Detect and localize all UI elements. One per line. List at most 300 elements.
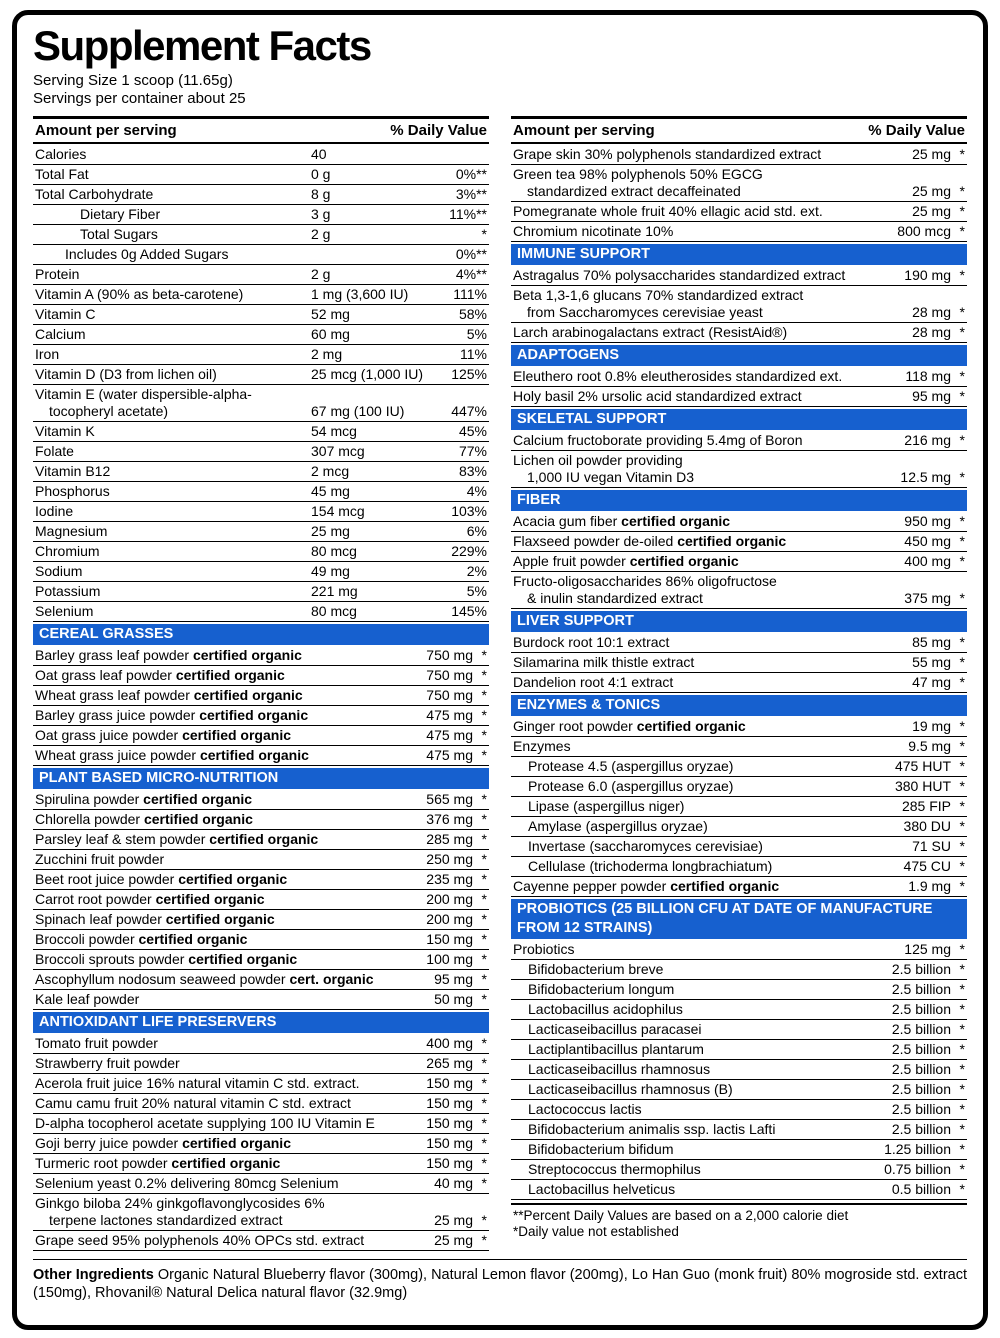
row-name: Vitamin K: [35, 422, 95, 439]
row-name: Lacticaseibacillus rhamnosus (B): [528, 1080, 733, 1097]
row: [511, 857, 967, 877]
row-amount: 71 SU: [912, 837, 951, 854]
row-name: Bifidobacterium longum: [528, 980, 675, 997]
row-name: Parsley leaf & stem powder certified organic: [35, 830, 319, 847]
row: [511, 387, 967, 407]
row-name: Cellulase (trichoderma longbrachiatum): [528, 857, 773, 874]
row-daily-value: *: [959, 222, 965, 239]
row-name: Carrot root powder certified organic: [35, 890, 265, 907]
left-column-header: [33, 116, 489, 144]
row-daily-value: *: [959, 1040, 965, 1057]
row-daily-value: *: [959, 777, 965, 794]
row-daily-value: *: [959, 1160, 965, 1177]
row-daily-value: *: [481, 970, 487, 987]
row-amount: 25 mg: [311, 522, 350, 539]
row-daily-value: *: [959, 1080, 965, 1097]
row-amount: 221 mg: [311, 582, 358, 599]
row-name: Wheat grass leaf powder certified organic: [35, 686, 303, 703]
row-amount: 285 FIP: [901, 797, 951, 814]
row: [33, 1231, 489, 1251]
row-daily-value: *: [481, 890, 487, 907]
row-daily-value: 5%: [466, 325, 487, 342]
row-amount: 1.25 billion: [884, 1140, 951, 1157]
row: [33, 442, 489, 462]
row-name: Eleuthero root 0.8% eleutherosides standardized ext.: [513, 367, 843, 384]
row: [511, 1060, 967, 1080]
row: [511, 1000, 967, 1020]
row-daily-value: *: [959, 653, 965, 670]
row-amount: 307 mcg: [311, 442, 365, 459]
row-daily-value: 11%**: [449, 205, 487, 222]
row-name: Astragalus 70% polysaccharides standardized extract: [513, 266, 846, 283]
row-name: Total Carbohydrate: [35, 185, 154, 202]
row-name-line2: 1,000 IU vegan Vitamin D3: [527, 468, 695, 485]
row-name: Spirulina powder certified organic: [35, 790, 253, 807]
row-amount: 150 mg: [426, 930, 473, 947]
row: [33, 1034, 489, 1054]
row-amount: 2 mcg: [311, 462, 350, 479]
row: [511, 532, 967, 552]
row-daily-value: *: [959, 797, 965, 814]
row-amount: 125 mg: [904, 940, 951, 957]
row-name: Lichen oil powder providing: [513, 451, 683, 468]
row-name: Lacticaseibacillus rhamnosus: [528, 1060, 711, 1077]
row: [33, 422, 489, 442]
row-daily-value: *: [481, 225, 487, 242]
row-daily-value: *: [959, 512, 965, 529]
row-daily-value: 4%: [466, 482, 487, 499]
row-amount: 200 mg: [426, 910, 473, 927]
row-daily-value: *: [959, 737, 965, 754]
row: [511, 165, 967, 202]
row: [33, 1174, 489, 1194]
row-amount: 250 mg: [426, 850, 473, 867]
row: [33, 225, 489, 245]
row-name: Enzymes: [513, 737, 571, 754]
row-name: Silamarina milk thistle extract: [513, 653, 695, 670]
row-daily-value: *: [481, 810, 487, 827]
row-amount: 40 mg: [434, 1174, 473, 1191]
row-amount: 2.5 billion: [891, 1060, 951, 1077]
row-name: Amylase (aspergillus oryzae): [528, 817, 708, 834]
row: [33, 990, 489, 1010]
row-name: Bifidobacterium bifidum: [528, 1140, 674, 1157]
row-name: Lipase (aspergillus niger): [528, 797, 685, 814]
row-daily-value: *: [481, 686, 487, 703]
row-amount: 216 mg: [904, 431, 951, 448]
row: [511, 1040, 967, 1060]
row-amount: 47 mg: [912, 673, 951, 690]
row-daily-value: *: [959, 877, 965, 894]
row-daily-value: 4%**: [455, 265, 487, 282]
row-amount: 0.75 billion: [884, 1160, 951, 1177]
section-header-plant-based-micro-nutrition: PLANT BASED MICRO-NUTRITION: [33, 768, 489, 789]
row-amount: 25 mg: [434, 1211, 473, 1228]
row-amount: 12.5 mg: [900, 468, 951, 485]
row: [33, 1094, 489, 1114]
row: [33, 686, 489, 706]
serving-size: Serving Size 1 scoop (11.65g): [33, 71, 233, 89]
row-name: Protein: [35, 265, 80, 282]
row-daily-value: *: [959, 532, 965, 549]
row-name-line2: from Saccharomyces cerevisiae yeast: [527, 303, 763, 320]
row-amount: 150 mg: [426, 1094, 473, 1111]
row-daily-value: *: [481, 990, 487, 1007]
row-name: Lactiplantibacillus plantarum: [528, 1040, 704, 1057]
row-name: Oat grass juice powder certified organic: [35, 726, 291, 743]
row-daily-value: *: [959, 1120, 965, 1137]
row-daily-value: 2%: [466, 562, 487, 579]
row-name: Probiotics: [513, 940, 575, 957]
row-name: Chromium: [35, 542, 100, 559]
row-amount: 52 mg: [311, 305, 350, 322]
right-sections: [511, 145, 967, 1200]
row-amount: 200 mg: [426, 890, 473, 907]
row-amount: 375 mg: [904, 589, 951, 606]
row-daily-value: *: [481, 1054, 487, 1071]
row: [33, 185, 489, 205]
row-amount: 1 mg (3,600 IU): [311, 285, 409, 302]
row: [33, 602, 489, 622]
row-daily-value: *: [481, 1094, 487, 1111]
row-name: Green tea 98% polyphenols 50% EGCG: [513, 165, 763, 182]
row-daily-value: 0%**: [455, 245, 487, 262]
row: [33, 1074, 489, 1094]
row: [511, 1160, 967, 1180]
row-amount: 154 mcg: [311, 502, 365, 519]
row: [33, 890, 489, 910]
row-amount: 400 mg: [904, 552, 951, 569]
row-daily-value: 229%: [451, 542, 487, 559]
row-daily-value: *: [481, 910, 487, 927]
row-daily-value: 125%: [451, 365, 487, 382]
row-name: Invertase (saccharomyces cerevisiae): [528, 837, 763, 854]
section-header-liver-support: LIVER SUPPORT: [511, 611, 967, 632]
row: [33, 365, 489, 385]
supplement-facts-panel: [12, 10, 988, 1330]
row-name: Grape skin 30% polyphenols standardized extract: [513, 145, 822, 162]
row-name: Lacticaseibacillus paracasei: [528, 1020, 702, 1037]
row-name: Total Sugars: [80, 225, 158, 242]
left-sections: [33, 145, 489, 1251]
row-name: Includes 0g Added Sugars: [65, 245, 229, 262]
amount-per-serving-label: Amount per serving: [35, 121, 177, 139]
row-amount: 0 g: [311, 165, 331, 182]
row: [33, 970, 489, 990]
row-amount: 475 mg: [426, 726, 473, 743]
row-amount: 380 HUT: [894, 777, 951, 794]
row-amount: 380 DU: [903, 817, 951, 834]
row-amount: 50 mg: [434, 990, 473, 1007]
row-amount: 800 mcg: [897, 222, 951, 239]
row-daily-value: *: [959, 182, 965, 199]
row: [511, 1100, 967, 1120]
row-daily-value: 11%: [460, 345, 487, 362]
row: [33, 726, 489, 746]
row-daily-value: *: [959, 589, 965, 606]
row-name: Strawberry fruit powder: [35, 1054, 180, 1071]
row: [511, 1080, 967, 1100]
row-amount: 40: [311, 145, 327, 162]
row-amount: 2.5 billion: [891, 1040, 951, 1057]
row: [33, 930, 489, 950]
row-daily-value: *: [959, 367, 965, 384]
row-daily-value: *: [481, 646, 487, 663]
row: [33, 790, 489, 810]
row: [511, 1020, 967, 1040]
row-amount: 25 mg: [912, 145, 951, 162]
row: [511, 1140, 967, 1160]
row-daily-value: 145%: [451, 602, 487, 619]
row-daily-value: *: [959, 717, 965, 734]
row: [511, 266, 967, 286]
row-daily-value: *: [481, 726, 487, 743]
row: [511, 222, 967, 242]
row: [33, 1134, 489, 1154]
row: [33, 245, 489, 265]
row-amount: 0.5 billion: [891, 1180, 951, 1197]
row-name: Goji berry juice powder certified organic: [35, 1134, 291, 1151]
row-daily-value: *: [959, 837, 965, 854]
row-name: Broccoli sprouts powder certified organic: [35, 950, 298, 967]
row-daily-value: *: [481, 1074, 487, 1091]
row-name: Barley grass juice powder certified organic: [35, 706, 309, 723]
servings-per-container: Servings per container about 25: [33, 89, 246, 107]
row: [33, 305, 489, 325]
row-amount: 25 mg: [912, 182, 951, 199]
row-amount: 2.5 billion: [891, 1100, 951, 1117]
other-ingredients-label: Other Ingredients: [33, 1266, 154, 1283]
row-daily-value: *: [959, 940, 965, 957]
columns: [33, 116, 967, 1251]
row: [33, 646, 489, 666]
row: [33, 462, 489, 482]
row: [511, 673, 967, 693]
row-amount: 150 mg: [426, 1154, 473, 1171]
row: [33, 582, 489, 602]
row-daily-value: *: [959, 757, 965, 774]
row-amount: 85 mg: [912, 633, 951, 650]
row: [33, 666, 489, 686]
row-name: Camu camu fruit 20% natural vitamin C std. extract: [35, 1094, 351, 1111]
row-name: Total Fat: [35, 165, 89, 182]
row-name: Acerola fruit juice 16% natural vitamin C std. extract.: [35, 1074, 360, 1091]
row: [33, 562, 489, 582]
row: [511, 1180, 967, 1200]
row-daily-value: *: [959, 1140, 965, 1157]
row-name: Selenium yeast 0.2% delivering 80mcg Selenium: [35, 1174, 339, 1191]
row-amount: 28 mg: [912, 303, 951, 320]
row-daily-value: *: [959, 1060, 965, 1077]
row-name: Phosphorus: [35, 482, 110, 499]
row-amount: 49 mg: [311, 562, 350, 579]
row-name: Vitamin D (D3 from lichen oil): [35, 365, 217, 382]
row-daily-value: *: [481, 830, 487, 847]
row-amount: 55 mg: [912, 653, 951, 670]
row-daily-value: 103%: [451, 502, 487, 519]
section-header-skeletal-support: SKELETAL SUPPORT: [511, 409, 967, 430]
row-amount: 19 mg: [912, 717, 951, 734]
row-name: Bifidobacterium breve: [528, 960, 664, 977]
row: [511, 451, 967, 488]
row-daily-value: *: [481, 790, 487, 807]
row-daily-value: *: [481, 1034, 487, 1051]
row-name: Lactobacillus helveticus: [528, 1180, 676, 1197]
row: [33, 165, 489, 185]
row: [33, 1154, 489, 1174]
row-amount: 2 g: [311, 265, 331, 282]
row: [511, 512, 967, 532]
row-daily-value: *: [959, 1100, 965, 1117]
row-name: Lactococcus lactis: [528, 1100, 642, 1117]
row-amount: 9.5 mg: [908, 737, 951, 754]
row: [33, 145, 489, 165]
row-amount: 450 mg: [904, 532, 951, 549]
row-name: Beta 1,3-1,6 glucans 70% standardized extract: [513, 286, 804, 303]
row-amount: 475 mg: [426, 746, 473, 763]
row-daily-value: *: [959, 266, 965, 283]
row-name: Spinach leaf powder certified organic: [35, 910, 275, 927]
row-daily-value: 58%: [458, 305, 487, 322]
row: [33, 522, 489, 542]
row-daily-value: *: [481, 930, 487, 947]
row-name: Beet root juice powder certified organic: [35, 870, 288, 887]
right-column: [511, 116, 967, 1251]
row-daily-value: *: [959, 1020, 965, 1037]
right-column-header: [511, 116, 967, 144]
row-name: Vitamin E (water dispersible-alpha-: [35, 385, 252, 402]
row: [511, 737, 967, 757]
row-amount: 25 mg: [434, 1231, 473, 1248]
row-amount: 2.5 billion: [891, 1020, 951, 1037]
row-name: Protease 6.0 (aspergillus oryzae): [528, 777, 734, 794]
row-daily-value: *: [959, 323, 965, 340]
row-name: Broccoli powder certified organic: [35, 930, 248, 947]
other-ingredients-text: Organic Natural Blueberry flavor (300mg), Natural Lemon flavor (200mg), Lo Han Guo (monk fruit) 80% mogroside std. extract (150mg), Rhovanil® Natural Delica natural flavor (32.9mg): [33, 1266, 968, 1302]
row-daily-value: *: [959, 552, 965, 569]
row: [511, 940, 967, 960]
row-name: Ginger root powder certified organic: [513, 717, 746, 734]
row: [511, 1120, 967, 1140]
row-daily-value: *: [481, 1134, 487, 1151]
row-name: Ginkgo biloba 24% ginkgoflavonglycosides 6%: [35, 1194, 325, 1211]
row: [33, 265, 489, 285]
row: [33, 950, 489, 970]
row-name: Streptococcus thermophilus: [528, 1160, 701, 1177]
section-header-cereal-grasses: CEREAL GRASSES: [33, 624, 489, 645]
row-amount: 235 mg: [426, 870, 473, 887]
row-amount: 2 mg: [311, 345, 343, 362]
row-daily-value: *: [481, 1231, 487, 1248]
row-daily-value: 6%: [466, 522, 487, 539]
row-daily-value: *: [959, 145, 965, 162]
row-name: Tomato fruit powder: [35, 1034, 158, 1051]
row-daily-value: 83%: [458, 462, 487, 479]
row: [33, 542, 489, 562]
row: [511, 757, 967, 777]
row-daily-value: *: [481, 746, 487, 763]
row-name: Grape seed 95% polyphenols 40% OPCs std. extract: [35, 1231, 365, 1248]
row-amount: 100 mg: [426, 950, 473, 967]
row-daily-value: 45%: [458, 422, 487, 439]
row-daily-value: 111%: [453, 285, 487, 302]
row-daily-value: *: [959, 817, 965, 834]
row: [33, 910, 489, 930]
row-amount: 750 mg: [426, 686, 473, 703]
left-column: [33, 116, 489, 1251]
row-amount: 376 mg: [426, 810, 473, 827]
row-name: Holy basil 2% ursolic acid standardized extract: [513, 387, 802, 404]
row-name: Calcium: [35, 325, 86, 342]
row: [33, 870, 489, 890]
row-daily-value: *: [959, 1180, 965, 1197]
row-amount: 67 mg (100 IU): [311, 402, 405, 419]
row: [511, 552, 967, 572]
row-name: Potassium: [35, 582, 101, 599]
row-amount: 150 mg: [426, 1074, 473, 1091]
row-name: Apple fruit powder certified organic: [513, 552, 739, 569]
row-name: Ascophyllum nodosum seaweed powder cert. organic: [35, 970, 374, 987]
row-daily-value: *: [959, 387, 965, 404]
row: [33, 810, 489, 830]
row: [511, 145, 967, 165]
row: [511, 817, 967, 837]
row-amount: 265 mg: [426, 1054, 473, 1071]
row-daily-value: 3%**: [455, 185, 487, 202]
row-name: Chromium nicotinate 10%: [513, 222, 674, 239]
row: [33, 502, 489, 522]
row-amount: 95 mg: [912, 387, 951, 404]
row-name: Lactobacillus acidophilus: [528, 1000, 683, 1017]
row-name: Protease 4.5 (aspergillus oryzae): [528, 757, 734, 774]
row-amount: 2.5 billion: [891, 1000, 951, 1017]
row: [33, 482, 489, 502]
row-amount: 80 mcg: [311, 602, 357, 619]
row: [33, 706, 489, 726]
row-name: Bifidobacterium animalis ssp. lactis Lafti: [528, 1120, 776, 1137]
row-daily-value: *: [481, 1114, 487, 1131]
row-name-line2: & inulin standardized extract: [527, 589, 703, 606]
page-title: Supplement Facts: [33, 22, 371, 69]
row-daily-value: *: [959, 673, 965, 690]
row-amount: 950 mg: [904, 512, 951, 529]
row-amount: 2.5 billion: [891, 1080, 951, 1097]
section-header-fiber: FIBER: [511, 490, 967, 511]
row-daily-value: *: [959, 468, 965, 485]
row-daily-value: *: [481, 1154, 487, 1171]
row-daily-value: *: [481, 950, 487, 967]
row-daily-value: *: [481, 666, 487, 683]
row: [511, 323, 967, 343]
row-amount: 28 mg: [912, 323, 951, 340]
row: [511, 367, 967, 387]
row-daily-value: *: [959, 633, 965, 650]
row-amount: 475 mg: [426, 706, 473, 723]
section-header-enzymes-tonics: ENZYMES & TONICS: [511, 695, 967, 716]
row-name: Magnesium: [35, 522, 108, 539]
section-header-adaptogens: ADAPTOGENS: [511, 345, 967, 366]
row-amount: 150 mg: [426, 1114, 473, 1131]
row-name-line2: standardized extract decaffeinated: [527, 182, 741, 199]
daily-value-label: % Daily Value: [390, 121, 487, 139]
amount-per-serving-label: Amount per serving: [513, 121, 655, 139]
section-header-immune-support: IMMUNE SUPPORT: [511, 244, 967, 265]
row-name: Cayenne pepper powder certified organic: [513, 877, 780, 894]
row-name: Sodium: [35, 562, 83, 579]
row-amount: 750 mg: [426, 646, 473, 663]
row-name: Dietary Fiber: [80, 205, 161, 222]
row: [511, 717, 967, 737]
